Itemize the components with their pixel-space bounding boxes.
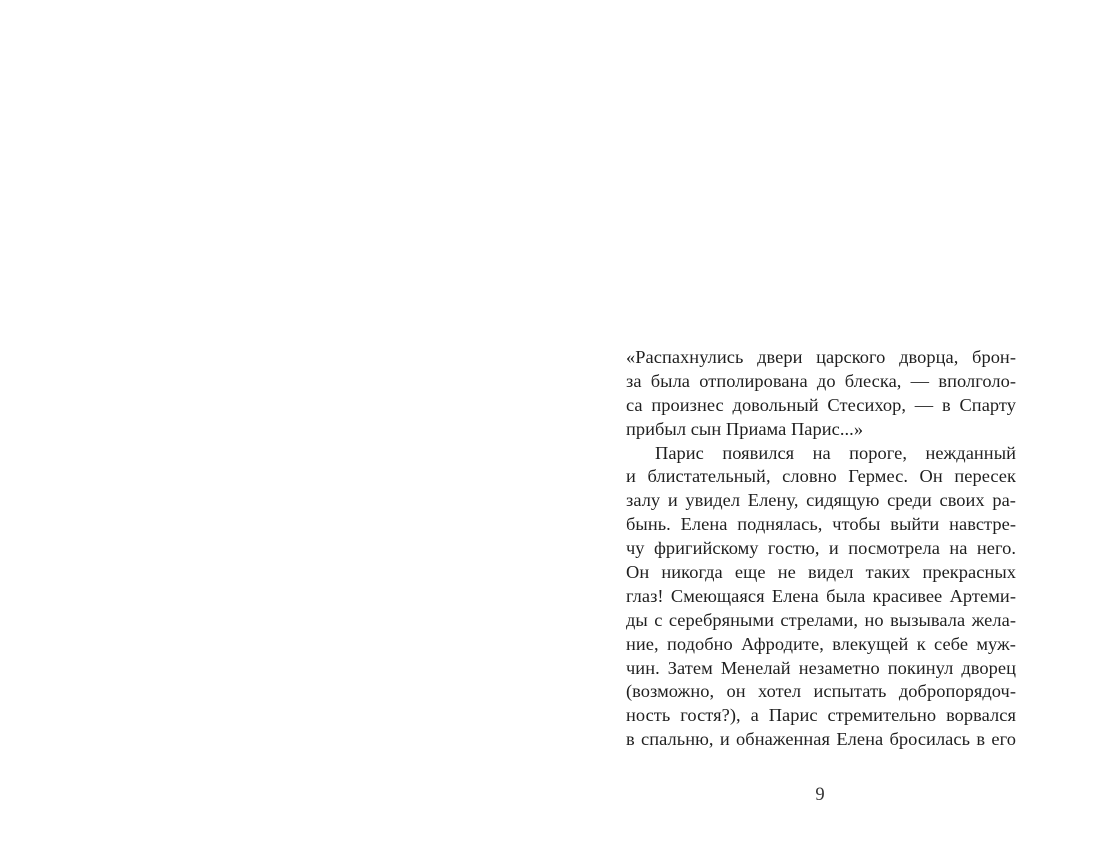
text-line: «Распахнулись двери царского дворца, брон- [626,347,1016,367]
text-line: бынь. Елена поднялась, чтобы выйти навстре- [626,514,1016,535]
text-line: ды с серебряными стрелами, но вызывала жела- [626,609,1016,630]
text-line: (возможно, он хотел испытать добропорядоч- [626,681,1016,702]
text-line: Он никогда еще не видел таких прекрасных [626,562,1016,583]
text-line: чу фригийскому гостю, и посмотрела на него. [626,538,1016,559]
text-line: ние, подобно Афродите, влекущей к себе муж- [626,633,1016,654]
text-line: залу и увидел Елену, сидящую среди своих ра- [626,490,1016,511]
text-line: глаз! Смеющаяся Елена была красивее Артеми- [626,585,1016,606]
text-line: ность гостя?), а Парис стремительно ворвался [626,705,1016,726]
text-line: са произнес довольный Стесихор, — в Спарту [626,394,1016,415]
text-line: и блистательный, словно Гермес. Он пересек [626,466,1016,487]
page-number: 9 [815,784,825,805]
text-line: чин. Затем Менелай незаметно покинул дворец [626,657,1016,678]
text-line: за была отполирована до блеска, — вполголо- [626,370,1016,391]
text-line: прибыл сын Приама Парис...» [626,418,864,439]
text-line: в спальню, и обнаженная Елена бросилась в его [626,729,1016,750]
text-line: Парис появился на пороге, нежданный [655,442,1016,463]
page-text-block [626,346,1016,752]
